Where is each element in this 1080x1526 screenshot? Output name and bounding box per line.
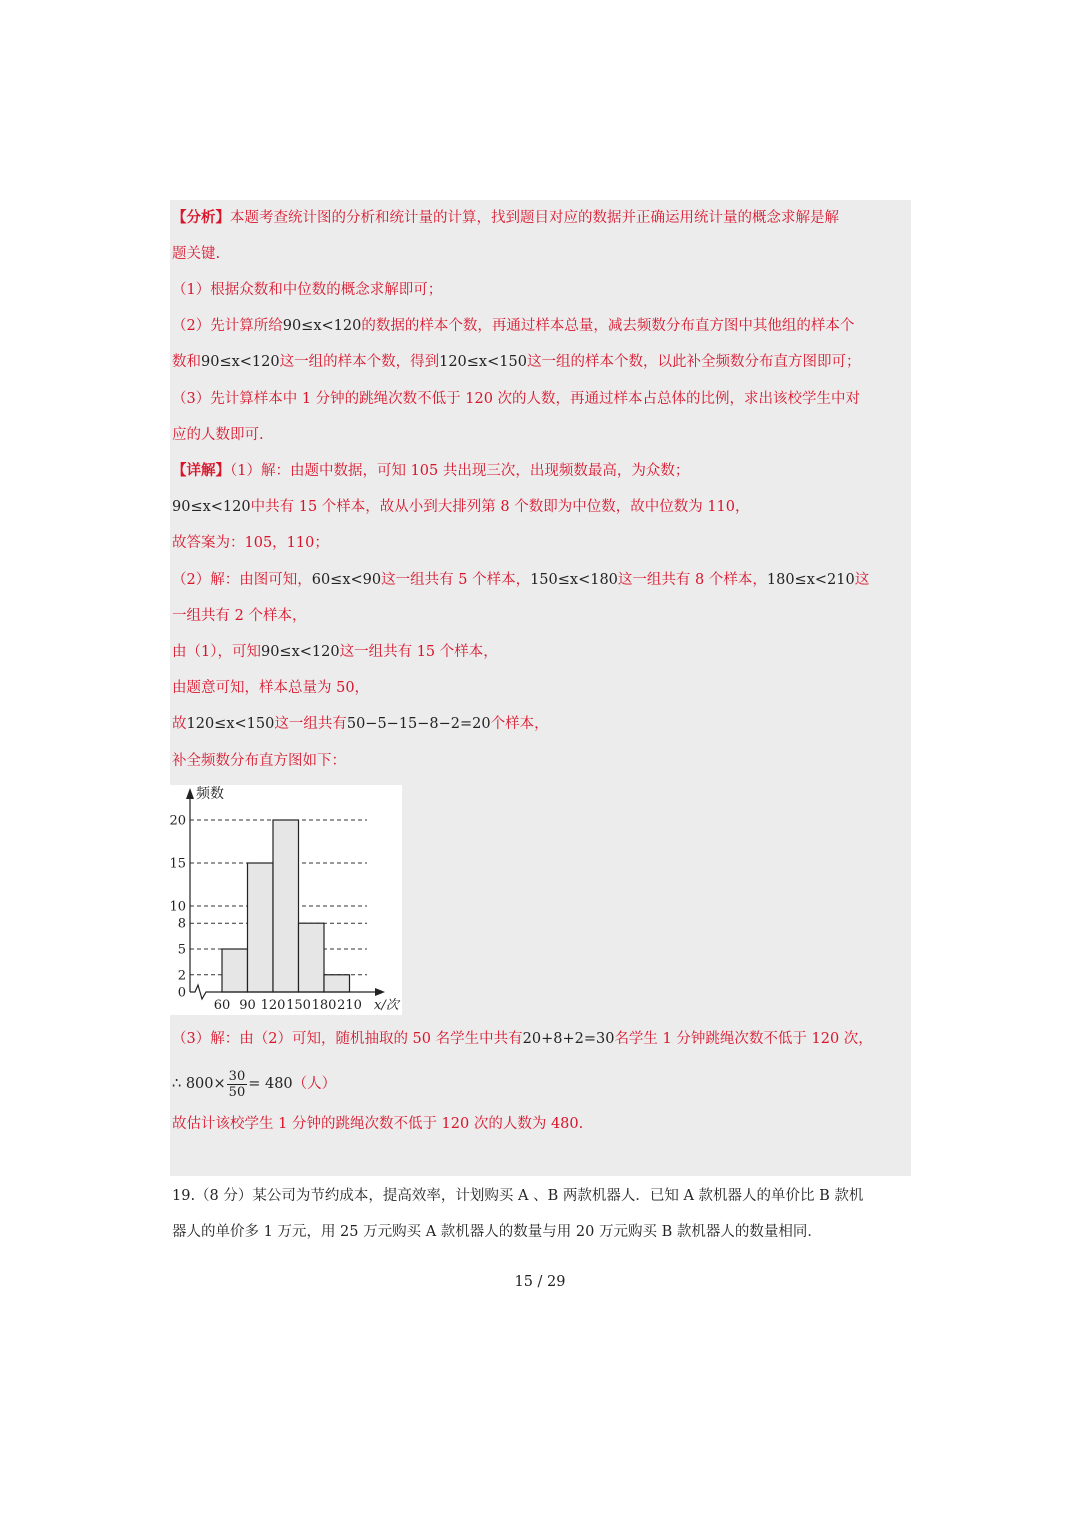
- detail-line-9: 补全频数分布直方图如下：: [172, 753, 346, 769]
- fraction: [227, 1069, 248, 1100]
- math-inequality: 60≤x<90: [311, 572, 382, 588]
- text: 中共有 15 个样本，故从小到大排列第 8 个数即为中位数，故中位数为 110，: [250, 499, 750, 515]
- detail-line-7: 由题意可知，样本总量为 50，: [172, 680, 370, 696]
- text: 由（1），可知: [172, 644, 261, 660]
- x-tick-label-150: 150: [286, 998, 311, 1013]
- math-expression: 20+8+2=30: [522, 1031, 615, 1047]
- analysis-line-1: [172, 208, 839, 228]
- math-expression: 50−5−15−8−2=20: [346, 716, 491, 732]
- text: 这一组共有 5 个样本，: [381, 572, 531, 588]
- x-tick-label-60: 60: [213, 998, 231, 1013]
- y-tick-label-5: 5: [177, 942, 186, 958]
- detail-line-10: [172, 1029, 873, 1049]
- text: 这: [854, 572, 870, 588]
- analysis-point-3a: （3）先计算样本中 1 分钟的跳绳次数不低于 120 次的人数，再通过样本占总体的比例，求出该校学生中对: [172, 391, 861, 407]
- analysis-text: 本题考查统计图的分析和统计量的计算，找到题目对应的数据并正确运用统计量的概念求解是解: [230, 210, 839, 226]
- question-19-line-2: 器人的单价多 1 万元，用 25 万元购买 A 款机器人的数量与用 20 万元购买 B 款机器人的数量相同．: [172, 1224, 822, 1240]
- histogram-panel: [170, 785, 402, 1015]
- page-number: 15 / 29: [514, 1274, 566, 1290]
- text: 这一组共有: [274, 716, 347, 732]
- y-tick-label-8: 8: [177, 916, 186, 932]
- histogram-bar-60-90: [222, 949, 248, 992]
- detail-line-4: [172, 570, 869, 590]
- math-inequality: 90≤x<120: [172, 499, 251, 515]
- histogram-bar-150-180: [299, 923, 325, 992]
- x-tick-label-210: 210: [337, 998, 362, 1013]
- analysis-point-1: （1）根据众数和中位数的概念求解即可；: [172, 282, 443, 298]
- y-axis-title: 频数: [196, 786, 224, 802]
- unit-text: （人）: [292, 1076, 337, 1092]
- math-inequality: 90≤x<120: [260, 644, 340, 660]
- detail-line-2: [172, 497, 750, 517]
- x-axis-arrow-icon: [375, 988, 385, 996]
- detail-line-5: 一组共有 2 个样本，: [172, 608, 307, 624]
- x-tick-label-90: 90: [239, 998, 256, 1013]
- y-tick-label-10: 10: [170, 899, 186, 915]
- text: （3）解：由（2）可知，随机抽取的 50 名学生中共有: [172, 1031, 523, 1047]
- x-tick-label-120: 120: [260, 998, 286, 1013]
- analysis-point-2a: [172, 316, 854, 336]
- detail-line-6: [172, 642, 498, 662]
- analysis-tag: 【分析】: [172, 209, 230, 226]
- y-axis-arrow-icon: [186, 788, 194, 799]
- math-inequality: 120≤x<150: [186, 716, 275, 732]
- text: （2）解：由图可知，: [172, 572, 312, 588]
- text: 这一组共有 8 个样本，: [617, 572, 767, 588]
- x-axis-title: x/次: [374, 998, 399, 1013]
- math-inequality: 90≤x<120: [282, 318, 362, 334]
- math-inequality: 120≤x<150: [439, 354, 527, 370]
- frequency-histogram: [170, 785, 402, 1015]
- text: （1）解：由题中数据，可知 105 共出现三次，出现频数最高，为众数；: [230, 463, 690, 479]
- histogram-bar-120-150: [273, 820, 299, 992]
- detail-line-11: [172, 1068, 336, 1100]
- analysis-point-3b: 应的人数即可.: [172, 427, 264, 443]
- text: 数和: [172, 354, 201, 370]
- text: 这一组共有 15 个样本，: [339, 644, 498, 660]
- y-tick-label-2: 2: [177, 968, 186, 984]
- text: 这一组的样本个数，得到: [279, 354, 440, 370]
- y-tick-label-20: 20: [170, 813, 186, 829]
- analysis-line-2: 题关键.: [172, 246, 221, 262]
- text: 这一组的样本个数，以此补全频数分布直方图即可；: [526, 354, 861, 370]
- detail-line-3: 故答案为：105，110；: [172, 535, 329, 551]
- detail-line-1: [172, 461, 689, 481]
- x-tick-label-180: 180: [311, 998, 337, 1013]
- math-text: = 480: [248, 1076, 293, 1092]
- fraction-denominator: 50: [228, 1084, 246, 1100]
- text: 的数据的样本个数，再通过样本总量，减去频数分布直方图中其他组的样本个: [361, 318, 855, 334]
- text: 名学生 1 分钟跳绳次数不低于 120 次，: [614, 1031, 873, 1047]
- math-inequality: 90≤x<120: [201, 354, 280, 370]
- math-inequality: 150≤x<180: [530, 572, 618, 588]
- math-inequality: 180≤x<210: [766, 572, 855, 588]
- math-text: ∴ 800×: [172, 1076, 226, 1092]
- histogram-bar-90-120: [248, 863, 274, 992]
- text: （2）先计算所给: [172, 318, 283, 334]
- detail-line-12: 故估计该校学生 1 分钟的跳绳次数不低于 120 次的人数为 480.: [172, 1116, 584, 1132]
- y-tick-label-15: 15: [170, 856, 186, 872]
- detail-tag: 【详解】: [172, 462, 230, 479]
- detail-line-8: [172, 714, 549, 734]
- question-19-line-1: 19.（8 分）某公司为节约成本，提高效率，计划购买 A 、B 两款机器人．已知 A 款机器人的单价比 B 款机: [172, 1188, 864, 1204]
- fraction-numerator: 30: [228, 1068, 246, 1084]
- analysis-point-2b: [172, 352, 860, 372]
- text: 个样本，: [490, 716, 549, 732]
- histogram-bar-180-210: [324, 975, 350, 992]
- text: 故: [172, 716, 187, 732]
- y-tick-label-0: 0: [177, 985, 186, 1001]
